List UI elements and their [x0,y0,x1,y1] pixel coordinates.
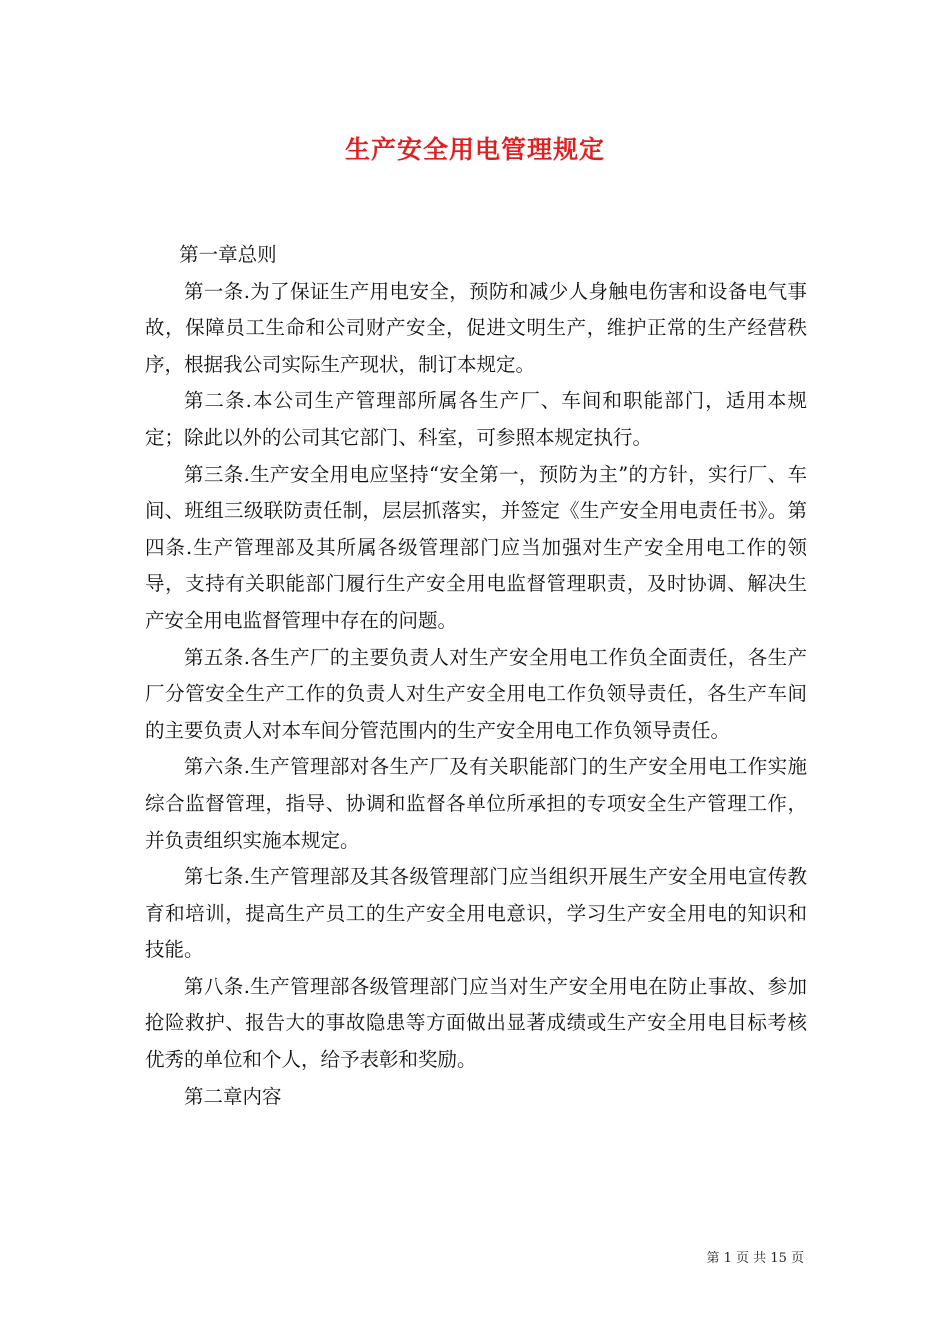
article-paragraph: 第五条.各生产厂的主要负责人对生产安全用电工作负全面责任，各生产厂分管安全生产工作的负责人对生产安全用电工作负领导责任，各生产车间的主要负责人对本车间分管范围内的生产安全用电工作负领导责任。 [145,645,807,742]
article-paragraph: 第一条.为了保证生产用电安全，预防和减少人身触电伤害和设备电气事故，保障员工生命和公司财产安全，促进文明生产，维护正常的生产经营秩序，根据我公司实际生产现状，制订本规定。 [145,279,807,376]
article-paragraph: 第二条.本公司生产管理部所属各生产厂、车间和职能部门，适用本规定；除此以外的公司其它部门、科室，可参照本规定执行。 [145,389,807,449]
chapter-heading: 第一章总则 [179,243,277,266]
document-title: 生产安全用电管理规定 [344,135,605,164]
article-paragraph: 第七条.生产管理部及其各级管理部门应当组织开展生产安全用电宣传教育和培训，提高生产员工的生产安全用电意识，学习生产安全用电的知识和技能。 [145,865,807,962]
chapter-heading: 第二章内容 [184,1084,282,1108]
article-paragraph: 第八条.生产管理部各级管理部门应当对生产安全用电在防止事故、参加抢险救护、报告大的事故隐患等方面做出显著成绩或生产安全用电目标考核优秀的单位和个人，给予表彰和奖励。 [145,974,807,1072]
article-paragraph: 第三条.生产安全用电应坚持“安全第一，预防为主”的方针，实行厂、车间、班组三级联防责任制，层层抓落实，并签定《生产安全用电责任书》。第四条.生产管理部及其所属各级管理部门应当加强对生产安全用电工作的领导，支持有关职能部门履行生产安全用电监督管理职责，及时协调、解决生产安全用电监督管理中存在的问题。 [145,462,807,632]
page-number-footer: 第 1 页 共 15 页 [706,1251,804,1266]
document-body [145,237,807,1115]
article-paragraph: 第六条.生产管理部对各生产厂及有关职能部门的生产安全用电工作实施综合监督管理，指导、协调和监督各单位所承担的专项安全生产管理工作，并负责组织实施本规定。 [145,755,807,852]
